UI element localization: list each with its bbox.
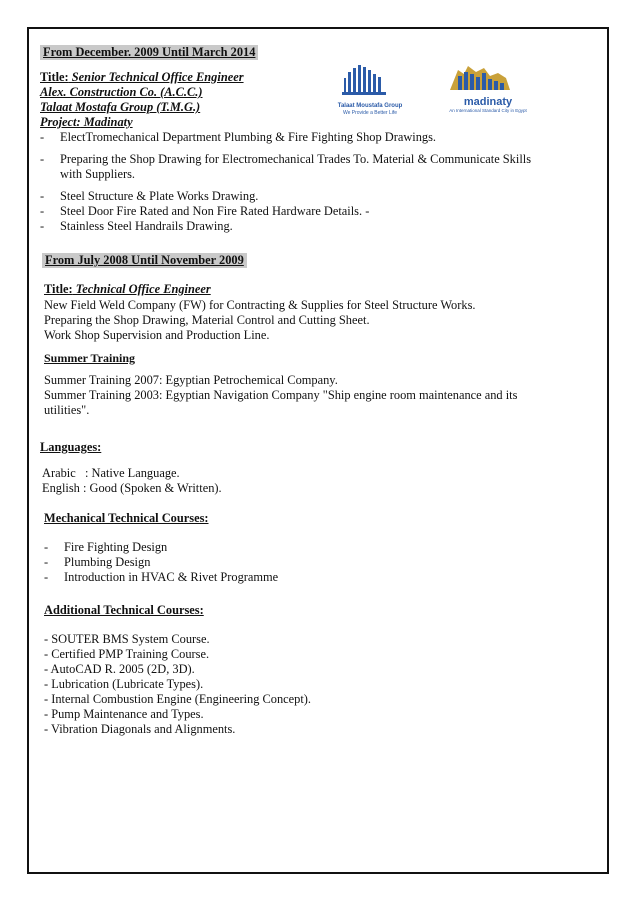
tmg-building-icon xyxy=(314,64,426,98)
job2-period: From July 2008 Until November 2009 xyxy=(42,253,247,268)
additional-heading: Additional Technical Courses: xyxy=(44,603,204,617)
training-line: Summer Training 2007: Egyptian Petrochemical Company. xyxy=(44,373,338,387)
language-item: English : Good (Spoken & Written). xyxy=(42,481,222,495)
job1-title-label: Title: xyxy=(40,70,69,84)
job1-company2: Talaat Mostafa Group (T.M.G.) xyxy=(40,100,201,114)
job1-title xyxy=(40,70,244,85)
languages-heading: Languages: xyxy=(40,440,102,454)
job2-title-label: Title: xyxy=(44,282,73,296)
job1-project xyxy=(40,115,133,130)
training-heading: Summer Training xyxy=(44,351,136,365)
job1-item: - ElectTromechanical Department Plumbing & Fire Fighting Shop Drawings. xyxy=(40,130,437,144)
mechanical-heading: Mechanical Technical Courses: xyxy=(44,511,209,525)
job2-line: Work Shop Supervision and Production Line. xyxy=(44,328,270,342)
job1-title-value: Senior Technical Office Engineer xyxy=(68,70,244,84)
additional-item: - SOUTER BMS System Course. xyxy=(44,632,210,646)
job2-title-value: Technical Office Engineer xyxy=(72,282,211,296)
talaat-moustafa-logo xyxy=(314,64,426,116)
job1-company1: Alex. Construction Co. (A.C.C.) xyxy=(40,85,203,99)
job1-item: - Preparing the Shop Drawing for Electromechanical Trades To. Material & Communicate Skills xyxy=(40,152,532,166)
additional-item: - AutoCAD R. 2005 (2D, 3D). xyxy=(44,662,195,676)
madinaty-logo-name: madinaty xyxy=(463,96,513,108)
job1-item: - Steel Door Fire Rated and Non Fire Rated Hardware Details. - xyxy=(40,204,370,218)
tmg-logo-line1: Talaat Moustafa Group xyxy=(337,103,403,109)
mechanical-item: - Plumbing Design xyxy=(44,555,151,569)
job2-title xyxy=(44,282,211,297)
job1-project-label: Project: xyxy=(40,115,81,129)
mechanical-item: - Introduction in HVAC & Rivet Programme xyxy=(44,570,279,584)
additional-item: - Lubrication (Lubricate Types). xyxy=(44,677,204,691)
training-line: utilities". xyxy=(44,403,90,417)
job2-line: New Field Weld Company (FW) for Contracting & Supplies for Steel Structure Works. xyxy=(44,298,476,312)
job1-period: From December. 2009 Until March 2014 xyxy=(40,45,258,60)
additional-item: - Internal Combustion Engine (Engineering Concept). xyxy=(44,692,312,706)
madinaty-skyline-icon xyxy=(428,64,548,92)
job1-item: - Steel Structure & Plate Works Drawing. xyxy=(40,189,259,203)
job1-item-continuation: with Suppliers. xyxy=(60,167,136,181)
job1-item: - Stainless Steel Handrails Drawing. xyxy=(40,219,233,233)
tmg-logo-line2: We Provide a Better Life xyxy=(342,110,398,116)
training-line: Summer Training 2003: Egyptian Navigation Company "Ship engine room maintenance and its xyxy=(44,388,518,402)
job1-project-value: Madinaty xyxy=(80,115,133,129)
additional-item: - Pump Maintenance and Types. xyxy=(44,707,204,721)
additional-item: - Vibration Diagonals and Alignments. xyxy=(44,722,236,736)
madinaty-logo xyxy=(428,64,548,113)
job2-line: Preparing the Shop Drawing, Material Control and Cutting Sheet. xyxy=(44,313,370,327)
mechanical-item: - Fire Fighting Design xyxy=(44,540,168,554)
madinaty-logo-tagline: An International Standard City in Egypt xyxy=(449,108,527,113)
additional-item: - Certified PMP Training Course. xyxy=(44,647,210,661)
language-item: Arabic : Native Language. xyxy=(42,466,180,480)
